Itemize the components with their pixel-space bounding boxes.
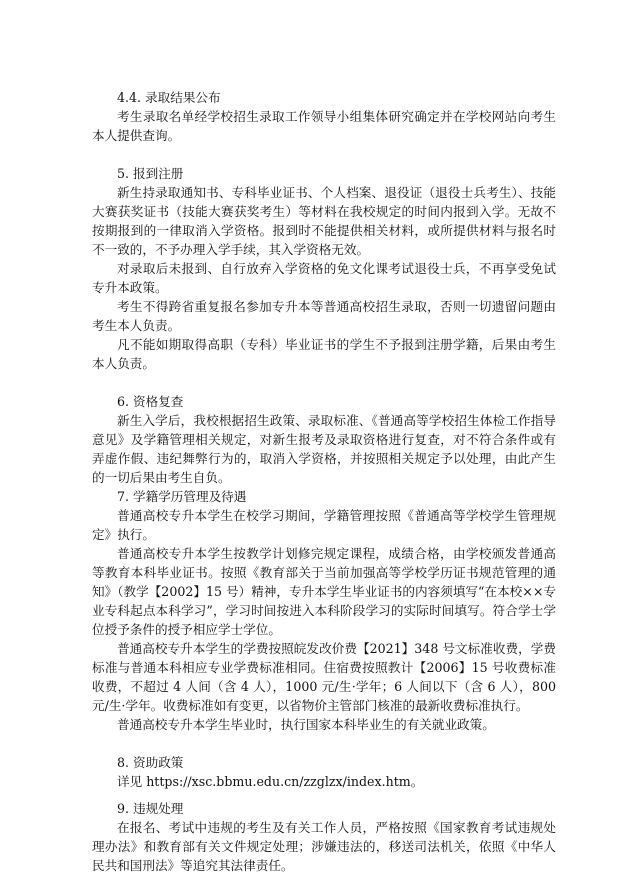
paragraph: 新生持录取通知书、专科毕业证书、个人档案、退役证（退役士兵考生）、技能大赛获奖证书（技能大赛获奖考生）等材料在我校规定的时间内报到入学。无故不按期报到的一律取消入学资格。报到时不能提供相关材料，或所提供材料与报名时不一致的，不予办理入学手续，其入学资格无效。 — [92, 185, 556, 257]
paragraph: 新生入学后，我校根据招生政策、录取标准、《普通高等学校招生体检工作指导意见》及学籍管理相关规定，对新生报考及录取资格进行复查，对不符合条件或有弄虚作假、违纪舞弊行为的，取消入学资格，并按照相关规定予以处理，由此产生的一切后果由考生自负。 — [92, 413, 556, 485]
section-heading: 5. 报到注册 — [117, 166, 184, 181]
section-heading: 8. 资助政策 — [117, 755, 184, 770]
aid-policy-link[interactable]: 详见 https://xsc.bbmu.edu.cn/zzglzx/index.htm。 — [117, 774, 424, 789]
paragraph: 普通高校专升本学生按教学计划修完规定课程，成绩合格，由学校颁发普通高等教育本科毕业证书。按照《教育部关于当前加强高等学校学历证书规范管理的通知》（教学【2002】15 号）精神，专升本学生毕业证书的内容须填写“在本校××专业专科起点本科学习”，学习时间按进入本科阶段学习的实际时间填写。符合学士学位授予条件的授予相应学士学位。 — [92, 546, 556, 637]
paragraph: 凡不能如期取得高职（专科）毕业证书的学生不予报到注册学籍，后果由考生本人负责。 — [92, 337, 556, 371]
section-7 — [92, 487, 556, 734]
paragraph: 在报名、考试中违规的考生及有关工作人员，严格按照《国家教育考试违规处理办法》和教育部有关文件规定处理；涉嫌违法的，移送司法机关，依照《中华人民共和国刑法》等追究其法律责任。 — [92, 820, 556, 873]
section-5 — [92, 164, 556, 373]
paragraph: 普通高校专升本学生的学费按照皖发改价费【2021】348 号文标准收费，学费标准与普通本科相应专业学费标准相同。住宿费按照教计【2006】15 号收费标准收费，不超过 4 人间（含 4 人），1000 元/生·学年；6 人间以下（含 6 人），800 元/生·学年。收费标准如有变更，以省物价主管部门核准的最新收费标准执行。 — [92, 641, 556, 713]
section-heading: 7. 学籍学历管理及待遇 — [117, 489, 247, 504]
section-8 — [92, 753, 556, 791]
section-9 — [92, 799, 556, 875]
section-heading: 9. 违规处理 — [117, 801, 184, 816]
section-4-4 — [92, 88, 556, 145]
paragraph: 普通高校专升本学生毕业时，执行国家本科毕业生的有关就业政策。 — [117, 717, 495, 732]
paragraph: 普通高校专升本学生在校学习期间，学籍管理按照《普通高等学校学生管理规定》执行。 — [92, 508, 556, 542]
section-heading: 6. 资格复查 — [117, 394, 184, 409]
paragraph: 对录取后未报到、自行放弃入学资格的免文化课考试退役士兵，不再享受免试专升本政策。 — [92, 261, 556, 295]
paragraph: 考生录取名单经学校招生录取工作领导小组集体研究确定并在学校网站向考生本人提供查询。 — [92, 109, 556, 143]
section-6 — [92, 392, 556, 487]
section-heading: 4.4. 录取结果公布 — [117, 90, 221, 105]
paragraph: 考生不得跨省重复报名参加专升本等普通高校招生录取，否则一切遗留问题由考生本人负责。 — [92, 299, 556, 333]
